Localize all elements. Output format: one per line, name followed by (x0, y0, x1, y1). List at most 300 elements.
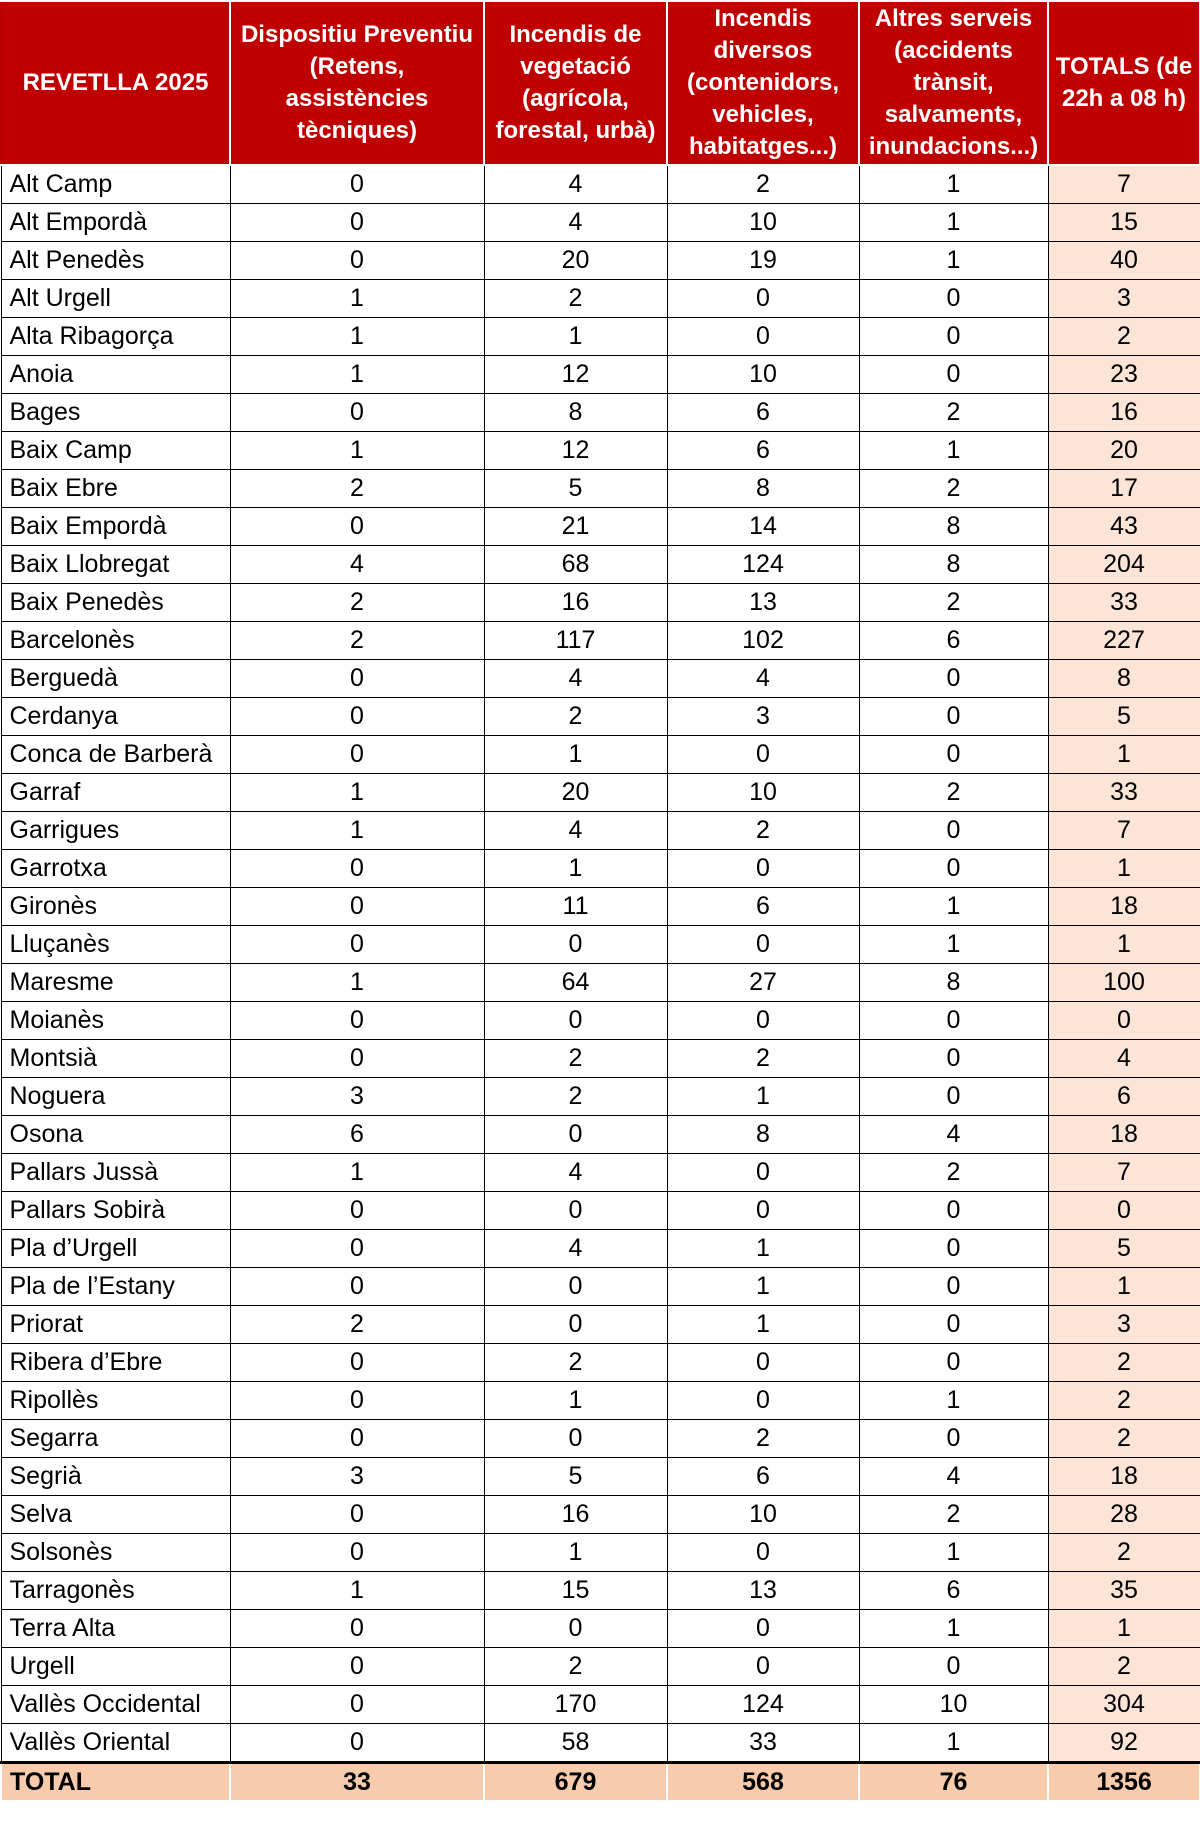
comarca-cell: Noguera (1, 1078, 230, 1116)
header-incendis-diversos: Incendis diversos (contenidors, vehicles, habitatges...) (667, 1, 859, 165)
altres-serveis-cell: 10 (859, 1686, 1048, 1724)
dispositiu-preventiu-cell: 0 (230, 1230, 484, 1268)
dispositiu-preventiu-cell: 1 (230, 318, 484, 356)
totals-cell: 2 (1048, 1534, 1200, 1572)
comarca-cell: Segarra (1, 1420, 230, 1458)
altres-serveis-cell: 0 (859, 1230, 1048, 1268)
incendis-diversos-cell: 27 (667, 964, 859, 1002)
incendis-vegetacio-cell: 1 (484, 736, 667, 774)
comarca-cell: Segrià (1, 1458, 230, 1496)
altres-serveis-cell: 0 (859, 1192, 1048, 1230)
totals-cell: 100 (1048, 964, 1200, 1002)
dispositiu-preventiu-cell: 0 (230, 1002, 484, 1040)
totals-cell: 1 (1048, 1610, 1200, 1648)
comarca-cell: Pallars Sobirà (1, 1192, 230, 1230)
totals-cell: 1 (1048, 850, 1200, 888)
incendis-vegetacio-cell: 0 (484, 1268, 667, 1306)
totals-cell: 43 (1048, 508, 1200, 546)
header-totals: TOTALS (de 22h a 08 h) (1048, 1, 1200, 165)
comarca-cell: Alt Camp (1, 165, 230, 204)
altres-serveis-cell: 6 (859, 1572, 1048, 1610)
totals-cell: 0 (1048, 1192, 1200, 1230)
table-row (1, 1002, 1200, 1040)
table-row (1, 774, 1200, 812)
altres-serveis-cell: 0 (859, 850, 1048, 888)
table-row (1, 1306, 1200, 1344)
altres-serveis-cell: 0 (859, 1306, 1048, 1344)
dispositiu-preventiu-cell: 1 (230, 774, 484, 812)
table-row (1, 432, 1200, 470)
table-row (1, 1496, 1200, 1534)
comarca-cell: Garrigues (1, 812, 230, 850)
comarca-cell: Selva (1, 1496, 230, 1534)
altres-serveis-cell: 1 (859, 1382, 1048, 1420)
comarca-cell: Vallès Occidental (1, 1686, 230, 1724)
comarca-cell: Maresme (1, 964, 230, 1002)
totals-cell: 33 (1048, 774, 1200, 812)
dispositiu-preventiu-cell: 3 (230, 1458, 484, 1496)
incendis-diversos-cell: 13 (667, 1572, 859, 1610)
comarca-cell: Pallars Jussà (1, 1154, 230, 1192)
totals-cell: 35 (1048, 1572, 1200, 1610)
incendis-vegetacio-cell: 0 (484, 926, 667, 964)
altres-serveis-cell: 2 (859, 584, 1048, 622)
altres-serveis-cell: 0 (859, 660, 1048, 698)
dispositiu-preventiu-cell: 1 (230, 356, 484, 394)
incendis-diversos-cell: 0 (667, 1002, 859, 1040)
incendis-diversos-cell: 0 (667, 926, 859, 964)
totals-cell: 0 (1048, 1002, 1200, 1040)
header-incendis-vegetacio: Incendis de vegetació (agrícola, forestal, urbà) (484, 1, 667, 165)
incendis-vegetacio-cell: 12 (484, 356, 667, 394)
totals-cell: 92 (1048, 1724, 1200, 1763)
totals-cell: 40 (1048, 242, 1200, 280)
table-row (1, 736, 1200, 774)
table-row (1, 888, 1200, 926)
totals-cell: 1 (1048, 736, 1200, 774)
comarca-cell: Tarragonès (1, 1572, 230, 1610)
incendis-diversos-cell: 1 (667, 1078, 859, 1116)
table-row (1, 584, 1200, 622)
altres-serveis-cell: 8 (859, 546, 1048, 584)
incendis-vegetacio-cell: 4 (484, 812, 667, 850)
incendis-vegetacio-cell: 2 (484, 1040, 667, 1078)
dispositiu-preventiu-cell: 4 (230, 546, 484, 584)
table-row (1, 470, 1200, 508)
table-row (1, 850, 1200, 888)
dispositiu-preventiu-cell: 1 (230, 1572, 484, 1610)
incendis-diversos-cell: 10 (667, 1496, 859, 1534)
comarca-cell: Alt Penedès (1, 242, 230, 280)
table-row (1, 1458, 1200, 1496)
altres-serveis-cell: 0 (859, 1268, 1048, 1306)
totals-cell: 227 (1048, 622, 1200, 660)
altres-serveis-cell: 0 (859, 318, 1048, 356)
incendis-vegetacio-cell: 4 (484, 204, 667, 242)
totals-cell: 3 (1048, 280, 1200, 318)
altres-serveis-cell: 0 (859, 698, 1048, 736)
comarca-cell: Conca de Barberà (1, 736, 230, 774)
totals-cell: 20 (1048, 432, 1200, 470)
incendis-vegetacio-cell: 1 (484, 1382, 667, 1420)
incendis-vegetacio-cell: 0 (484, 1116, 667, 1154)
table-footer (1, 1763, 1200, 1802)
table-row (1, 1154, 1200, 1192)
incendis-diversos-cell: 10 (667, 774, 859, 812)
incendis-vegetacio-cell: 1 (484, 850, 667, 888)
table-row (1, 1724, 1200, 1763)
totals-cell: 2 (1048, 318, 1200, 356)
table-row (1, 812, 1200, 850)
comarca-cell: Terra Alta (1, 1610, 230, 1648)
incendis-diversos-cell: 1 (667, 1306, 859, 1344)
incendis-vegetacio-cell: 16 (484, 584, 667, 622)
altres-serveis-cell: 0 (859, 356, 1048, 394)
table-row (1, 356, 1200, 394)
incendis-diversos-cell: 4 (667, 660, 859, 698)
comarca-cell: Baix Llobregat (1, 546, 230, 584)
comarca-cell: Baix Ebre (1, 470, 230, 508)
incendis-diversos-cell: 0 (667, 1192, 859, 1230)
comarca-cell: Barcelonès (1, 622, 230, 660)
comarca-cell: Lluçanès (1, 926, 230, 964)
table-row (1, 280, 1200, 318)
dispositiu-preventiu-cell: 0 (230, 888, 484, 926)
dispositiu-preventiu-cell: 0 (230, 1344, 484, 1382)
incendis-diversos-cell: 0 (667, 850, 859, 888)
altres-serveis-cell: 4 (859, 1116, 1048, 1154)
totals-cell: 7 (1048, 165, 1200, 204)
comarca-cell: Baix Camp (1, 432, 230, 470)
comarca-cell: Alta Ribagorça (1, 318, 230, 356)
table-row (1, 1192, 1200, 1230)
dispositiu-preventiu-cell: 1 (230, 280, 484, 318)
totals-cell: 2 (1048, 1648, 1200, 1686)
incendis-vegetacio-cell: 58 (484, 1724, 667, 1763)
table-row (1, 1344, 1200, 1382)
table-row (1, 204, 1200, 242)
header-dispositiu-preventiu: Dispositiu Preventiu (Retens, assistències tècniques) (230, 1, 484, 165)
comarca-cell: Vallès Oriental (1, 1724, 230, 1763)
table-row (1, 1572, 1200, 1610)
altres-serveis-cell: 0 (859, 1040, 1048, 1078)
totals-cell: 2 (1048, 1344, 1200, 1382)
comarca-cell: Cerdanya (1, 698, 230, 736)
incendis-vegetacio-cell: 5 (484, 470, 667, 508)
dispositiu-preventiu-cell: 1 (230, 432, 484, 470)
altres-serveis-cell: 8 (859, 964, 1048, 1002)
totals-cell: 17 (1048, 470, 1200, 508)
incendis-vegetacio-cell: 8 (484, 394, 667, 432)
incendis-vegetacio-cell: 0 (484, 1420, 667, 1458)
comarca-cell: Baix Penedès (1, 584, 230, 622)
incendis-vegetacio-cell: 2 (484, 1344, 667, 1382)
comarca-cell: Moianès (1, 1002, 230, 1040)
dispositiu-preventiu-cell: 1 (230, 812, 484, 850)
total-incendis-vegetacio: 679 (484, 1763, 667, 1802)
table-row (1, 1648, 1200, 1686)
comarca-cell: Priorat (1, 1306, 230, 1344)
incendis-diversos-cell: 10 (667, 204, 859, 242)
incendis-diversos-cell: 19 (667, 242, 859, 280)
altres-serveis-cell: 2 (859, 394, 1048, 432)
incendis-vegetacio-cell: 16 (484, 1496, 667, 1534)
totals-cell: 2 (1048, 1382, 1200, 1420)
dispositiu-preventiu-cell: 0 (230, 1382, 484, 1420)
dispositiu-preventiu-cell: 0 (230, 1420, 484, 1458)
dispositiu-preventiu-cell: 0 (230, 204, 484, 242)
incendis-diversos-cell: 124 (667, 1686, 859, 1724)
totals-cell: 23 (1048, 356, 1200, 394)
altres-serveis-cell: 0 (859, 280, 1048, 318)
incendis-vegetacio-cell: 12 (484, 432, 667, 470)
incendis-diversos-cell: 0 (667, 1154, 859, 1192)
table-row (1, 926, 1200, 964)
comarca-cell: Bages (1, 394, 230, 432)
altres-serveis-cell: 1 (859, 165, 1048, 204)
incendis-vegetacio-cell: 0 (484, 1002, 667, 1040)
comarca-cell: Berguedà (1, 660, 230, 698)
totals-cell: 204 (1048, 546, 1200, 584)
dispositiu-preventiu-cell: 1 (230, 964, 484, 1002)
altres-serveis-cell: 2 (859, 470, 1048, 508)
table-row (1, 698, 1200, 736)
totals-cell: 18 (1048, 1116, 1200, 1154)
table-row (1, 318, 1200, 356)
table-row (1, 242, 1200, 280)
incendis-vegetacio-cell: 4 (484, 1154, 667, 1192)
incendis-vegetacio-cell: 4 (484, 660, 667, 698)
dispositiu-preventiu-cell: 2 (230, 622, 484, 660)
incendis-diversos-cell: 33 (667, 1724, 859, 1763)
dispositiu-preventiu-cell: 0 (230, 926, 484, 964)
comarca-cell: Ribera d’Ebre (1, 1344, 230, 1382)
dispositiu-preventiu-cell: 0 (230, 165, 484, 204)
incendis-diversos-cell: 0 (667, 736, 859, 774)
total-dispositiu-preventiu: 33 (230, 1763, 484, 1802)
altres-serveis-cell: 1 (859, 1610, 1048, 1648)
dispositiu-preventiu-cell: 0 (230, 736, 484, 774)
dispositiu-preventiu-cell: 0 (230, 1496, 484, 1534)
dispositiu-preventiu-cell: 0 (230, 1610, 484, 1648)
dispositiu-preventiu-cell: 3 (230, 1078, 484, 1116)
incendis-vegetacio-cell: 0 (484, 1610, 667, 1648)
table-row (1, 1230, 1200, 1268)
dispositiu-preventiu-cell: 0 (230, 1268, 484, 1306)
altres-serveis-cell: 0 (859, 1344, 1048, 1382)
incendis-diversos-cell: 0 (667, 280, 859, 318)
incendis-vegetacio-cell: 68 (484, 546, 667, 584)
incendis-vegetacio-cell: 21 (484, 508, 667, 546)
dispositiu-preventiu-cell: 0 (230, 1534, 484, 1572)
incendis-diversos-cell: 10 (667, 356, 859, 394)
comarca-cell: Alt Empordà (1, 204, 230, 242)
altres-serveis-cell: 0 (859, 1648, 1048, 1686)
altres-serveis-cell: 1 (859, 204, 1048, 242)
altres-serveis-cell: 0 (859, 1078, 1048, 1116)
incendis-vegetacio-cell: 64 (484, 964, 667, 1002)
altres-serveis-cell: 2 (859, 1154, 1048, 1192)
incendis-vegetacio-cell: 2 (484, 698, 667, 736)
totals-cell: 33 (1048, 584, 1200, 622)
table-row (1, 165, 1200, 204)
comarca-cell: Montsià (1, 1040, 230, 1078)
totals-cell: 28 (1048, 1496, 1200, 1534)
comarca-cell: Gironès (1, 888, 230, 926)
table-header (1, 1, 1200, 165)
incendis-vegetacio-cell: 15 (484, 1572, 667, 1610)
altres-serveis-cell: 0 (859, 812, 1048, 850)
comarca-cell: Solsonès (1, 1534, 230, 1572)
dispositiu-preventiu-cell: 2 (230, 584, 484, 622)
dispositiu-preventiu-cell: 0 (230, 1686, 484, 1724)
incendis-diversos-cell: 124 (667, 546, 859, 584)
altres-serveis-cell: 0 (859, 1002, 1048, 1040)
dispositiu-preventiu-cell: 0 (230, 850, 484, 888)
dispositiu-preventiu-cell: 0 (230, 242, 484, 280)
altres-serveis-cell: 6 (859, 622, 1048, 660)
table-row (1, 1382, 1200, 1420)
comarca-cell: Urgell (1, 1648, 230, 1686)
incendis-diversos-cell: 6 (667, 432, 859, 470)
table-row (1, 1116, 1200, 1154)
incendis-vegetacio-cell: 4 (484, 165, 667, 204)
incendis-diversos-cell: 2 (667, 1040, 859, 1078)
altres-serveis-cell: 1 (859, 1724, 1048, 1763)
incendis-vegetacio-cell: 117 (484, 622, 667, 660)
dispositiu-preventiu-cell: 0 (230, 660, 484, 698)
totals-cell: 6 (1048, 1078, 1200, 1116)
totals-cell: 18 (1048, 1458, 1200, 1496)
totals-cell: 4 (1048, 1040, 1200, 1078)
dispositiu-preventiu-cell: 2 (230, 1306, 484, 1344)
comarca-cell: Anoia (1, 356, 230, 394)
totals-cell: 1 (1048, 1268, 1200, 1306)
incendis-vegetacio-cell: 5 (484, 1458, 667, 1496)
altres-serveis-cell: 0 (859, 1420, 1048, 1458)
incendis-diversos-cell: 0 (667, 1610, 859, 1648)
dispositiu-preventiu-cell: 6 (230, 1116, 484, 1154)
table-row (1, 1610, 1200, 1648)
comarca-cell: Baix Empordà (1, 508, 230, 546)
altres-serveis-cell: 1 (859, 1534, 1048, 1572)
altres-serveis-cell: 2 (859, 1496, 1048, 1534)
comarca-cell: Pla de l’Estany (1, 1268, 230, 1306)
incendis-vegetacio-cell: 0 (484, 1192, 667, 1230)
dispositiu-preventiu-cell: 0 (230, 698, 484, 736)
incendis-vegetacio-cell: 20 (484, 774, 667, 812)
totals-cell: 2 (1048, 1420, 1200, 1458)
dispositiu-preventiu-cell: 0 (230, 1192, 484, 1230)
table-row (1, 1268, 1200, 1306)
incendis-vegetacio-cell: 20 (484, 242, 667, 280)
comarca-cell: Alt Urgell (1, 280, 230, 318)
incendis-diversos-cell: 2 (667, 165, 859, 204)
table-row (1, 622, 1200, 660)
totals-cell: 5 (1048, 698, 1200, 736)
comarca-cell: Pla d’Urgell (1, 1230, 230, 1268)
table-row (1, 1078, 1200, 1116)
dispositiu-preventiu-cell: 2 (230, 470, 484, 508)
totals-cell: 304 (1048, 1686, 1200, 1724)
incendis-diversos-cell: 8 (667, 1116, 859, 1154)
table-row (1, 1686, 1200, 1724)
dispositiu-preventiu-cell: 1 (230, 1154, 484, 1192)
comarca-cell: Osona (1, 1116, 230, 1154)
incendis-vegetacio-cell: 0 (484, 1306, 667, 1344)
incendis-diversos-cell: 14 (667, 508, 859, 546)
table-row (1, 508, 1200, 546)
incendis-vegetacio-cell: 2 (484, 280, 667, 318)
header-row (1, 1, 1200, 165)
incendis-diversos-cell: 0 (667, 1534, 859, 1572)
totals-cell: 3 (1048, 1306, 1200, 1344)
comarca-cell: Garrotxa (1, 850, 230, 888)
dispositiu-preventiu-cell: 0 (230, 1648, 484, 1686)
totals-cell: 7 (1048, 812, 1200, 850)
altres-serveis-cell: 1 (859, 242, 1048, 280)
incendis-diversos-cell: 1 (667, 1230, 859, 1268)
table-row (1, 1420, 1200, 1458)
incendis-diversos-cell: 0 (667, 318, 859, 356)
totals-cell: 8 (1048, 660, 1200, 698)
altres-serveis-cell: 1 (859, 432, 1048, 470)
incendis-diversos-cell: 13 (667, 584, 859, 622)
incendis-diversos-cell: 1 (667, 1268, 859, 1306)
altres-serveis-cell: 0 (859, 736, 1048, 774)
incendis-diversos-cell: 0 (667, 1344, 859, 1382)
incendis-diversos-cell: 2 (667, 1420, 859, 1458)
altres-serveis-cell: 8 (859, 508, 1048, 546)
incendis-vegetacio-cell: 2 (484, 1078, 667, 1116)
table-row (1, 660, 1200, 698)
total-totals: 1356 (1048, 1763, 1200, 1802)
incendis-vegetacio-cell: 170 (484, 1686, 667, 1724)
incendis-vegetacio-cell: 4 (484, 1230, 667, 1268)
totals-cell: 7 (1048, 1154, 1200, 1192)
total-incendis-diversos: 568 (667, 1763, 859, 1802)
totals-cell: 16 (1048, 394, 1200, 432)
dispositiu-preventiu-cell: 0 (230, 394, 484, 432)
incendis-vegetacio-cell: 11 (484, 888, 667, 926)
totals-cell: 5 (1048, 1230, 1200, 1268)
dispositiu-preventiu-cell: 0 (230, 1040, 484, 1078)
altres-serveis-cell: 2 (859, 774, 1048, 812)
table-row (1, 546, 1200, 584)
table-row (1, 1534, 1200, 1572)
incendis-vegetacio-cell: 1 (484, 1534, 667, 1572)
comarca-cell: Garraf (1, 774, 230, 812)
table-row (1, 964, 1200, 1002)
incendis-diversos-cell: 102 (667, 622, 859, 660)
dispositiu-preventiu-cell: 0 (230, 508, 484, 546)
incendis-diversos-cell: 6 (667, 1458, 859, 1496)
incendis-diversos-cell: 3 (667, 698, 859, 736)
table-row (1, 1040, 1200, 1078)
totals-cell: 1 (1048, 926, 1200, 964)
incendis-diversos-cell: 6 (667, 888, 859, 926)
altres-serveis-cell: 4 (859, 1458, 1048, 1496)
altres-serveis-cell: 1 (859, 888, 1048, 926)
totals-cell: 18 (1048, 888, 1200, 926)
incendis-diversos-cell: 8 (667, 470, 859, 508)
table-body (1, 165, 1200, 1763)
header-comarca: REVETLLA 2025 (1, 1, 230, 165)
incendis-diversos-cell: 0 (667, 1648, 859, 1686)
header-altres-serveis: Altres serveis (accidents trànsit, salvaments, inundacions...) (859, 1, 1048, 165)
comarca-cell: Ripollès (1, 1382, 230, 1420)
total-row (1, 1763, 1200, 1802)
